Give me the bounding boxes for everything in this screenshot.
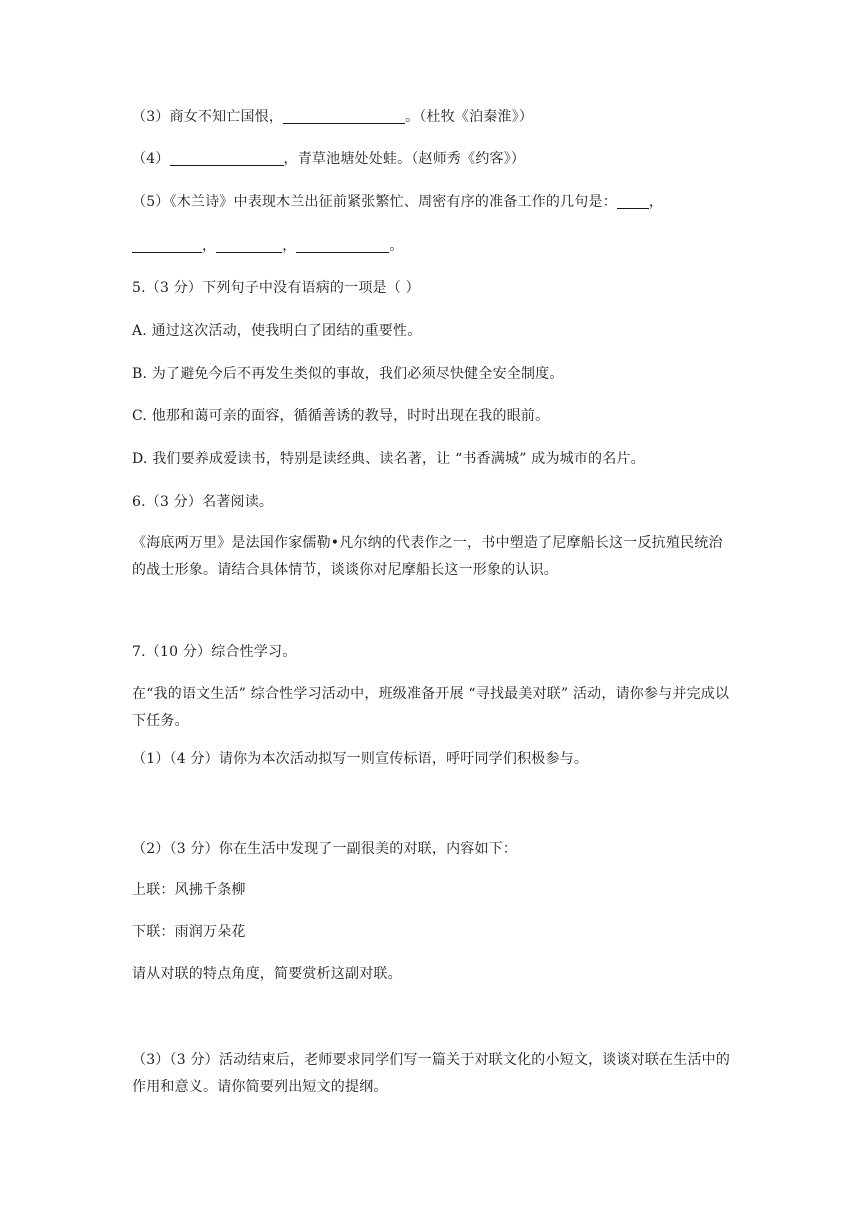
question-5-option-a: A. 通过这次活动，使我明白了团结的重要性。 xyxy=(132,323,422,339)
separator: 。 xyxy=(389,238,404,254)
question-7-intro: 在“我的语文生活” 综合性学习活动中，班级准备开展 “寻找最美对联” 活动，请你参与并完成以下任务。 xyxy=(132,686,730,729)
couplet-upper-line: 上联：风拂千条柳 xyxy=(132,882,246,898)
question-4-sub-5 xyxy=(132,193,663,211)
question-7-sub-2: （2）（3 分）你在生活中发现了一副很美的对联，内容如下： xyxy=(132,841,518,857)
question-source: 。（杜牧《泊秦淮》） xyxy=(405,109,534,125)
question-7-sub-2-task: 请从对联的特点角度，简要赏析这副对联。 xyxy=(132,966,402,982)
question-7-sub-3: （3）（3 分）活动结束后，老师要求同学们写一篇关于对联文化的小短文，谈谈对联在生活中的作用和意义。请你简要列出短文的提纲。 xyxy=(132,1052,731,1095)
separator: ， xyxy=(282,238,297,254)
answer-blank[interactable] xyxy=(296,238,389,253)
question-6-stem: 6.（3 分）名著阅读。 xyxy=(132,494,274,510)
question-4-sub-5-blanks xyxy=(132,237,404,255)
answer-blank[interactable] xyxy=(132,238,202,253)
separator: ， xyxy=(202,238,217,254)
question-text: （4） xyxy=(132,151,170,167)
question-text: （3）商女不知亡国恨， xyxy=(132,109,284,125)
question-7-stem: 7.（10 分）综合性学习。 xyxy=(132,644,297,660)
separator: ， xyxy=(648,194,664,210)
answer-blank[interactable] xyxy=(170,151,284,166)
question-5-option-d: D. 我们要养成爱读书，特别是读经典、读名著，让 “书香满城” 成为城市的名片。 xyxy=(132,451,645,467)
question-4-sub-3 xyxy=(132,108,533,126)
question-6-body: 《海底两万里》是法国作家儒勒•凡尔纳的代表作之一，书中塑造了尼摩船长这一反抗殖民统治的战士形象。请结合具体情节，谈谈你对尼摩船长这一形象的认识。 xyxy=(132,535,723,578)
question-5-option-c: C. 他那和蔼可亲的面容，循循善诱的教导，时时出现在我的眼前。 xyxy=(132,408,550,424)
question-5-option-b: B. 为了避免今后不再发生类似的事故，我们必须尽快健全安全制度。 xyxy=(132,366,564,382)
question-4-sub-4 xyxy=(132,150,525,168)
question-5-stem: 5.（3 分）下列句子中没有语病的一项是（ ） xyxy=(132,280,420,296)
answer-blank[interactable] xyxy=(283,109,405,124)
question-text: （5）《木兰诗》中表现木兰出征前紧张繁忙、周密有序的准备工作的几句是： xyxy=(132,194,617,210)
couplet-lower-line: 下联：雨润万朵花 xyxy=(132,924,246,940)
question-7-sub-1: （1）（4 分）请你为本次活动拟写一则宣传标语，呼吁同学们积极参与。 xyxy=(132,751,589,767)
question-source: ，青草池塘处处蛙。（赵师秀《约客》） xyxy=(283,151,526,167)
answer-blank[interactable] xyxy=(617,194,649,209)
answer-blank[interactable] xyxy=(216,238,282,253)
